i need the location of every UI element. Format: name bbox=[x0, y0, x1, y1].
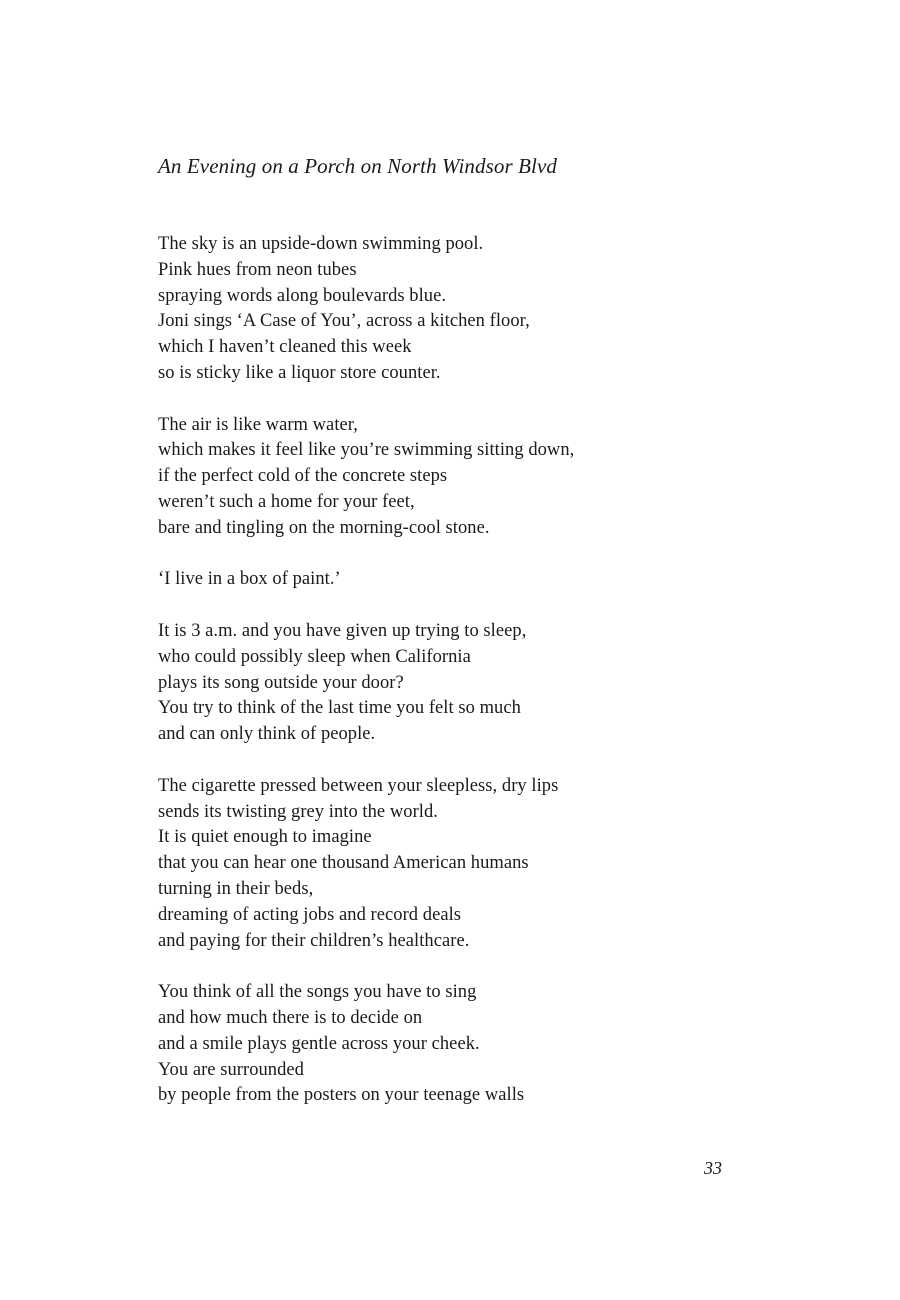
poem-line: weren’t such a home for your feet, bbox=[158, 491, 415, 512]
poem-line: and a smile plays gentle across your cheek. bbox=[158, 1033, 480, 1054]
poem-title: An Evening on a Porch on North Windsor Blvd bbox=[158, 154, 557, 178]
poem-line: so is sticky like a liquor store counter. bbox=[158, 362, 441, 383]
poem-line: You think of all the songs you have to sing bbox=[158, 982, 477, 1003]
poem-line: and paying for their children’s healthcare. bbox=[158, 930, 470, 951]
poem-line: plays its song outside your door? bbox=[158, 672, 404, 693]
poem-body bbox=[158, 232, 778, 1135]
poem-line: Joni sings ‘A Case of You’, across a kitchen floor, bbox=[158, 311, 530, 332]
poem-line: dreaming of acting jobs and record deals bbox=[158, 904, 462, 925]
stanza bbox=[158, 774, 778, 955]
poem-line: It is 3 a.m. and you have given up trying to sleep, bbox=[158, 620, 527, 641]
poem-line: The cigarette pressed between your sleepless, dry lips bbox=[158, 775, 559, 796]
poem-line: which makes it feel like you’re swimming sitting down, bbox=[158, 440, 575, 461]
stanza bbox=[158, 413, 778, 542]
poem-line: The air is like warm water, bbox=[158, 414, 358, 435]
poem-line: spraying words along boulevards blue. bbox=[158, 285, 447, 306]
poem-line: You try to think of the last time you felt so much bbox=[158, 698, 521, 719]
stanza bbox=[158, 232, 778, 387]
poem-line: which I haven’t cleaned this week bbox=[158, 337, 412, 358]
poem-line: Pink hues from neon tubes bbox=[158, 259, 357, 280]
poem-line: turning in their beds, bbox=[158, 878, 314, 899]
poem-line: You are surrounded bbox=[158, 1059, 304, 1080]
page-number: 33 bbox=[704, 1158, 722, 1178]
poem-line: if the perfect cold of the concrete steps bbox=[158, 466, 448, 487]
poem-line: by people from the posters on your teenage walls bbox=[158, 1085, 525, 1106]
poem-line: and can only think of people. bbox=[158, 724, 376, 745]
stanza bbox=[158, 567, 778, 593]
stanza bbox=[158, 980, 778, 1109]
poem-line: who could possibly sleep when California bbox=[158, 646, 471, 667]
stanza bbox=[158, 619, 778, 748]
poem-line: It is quiet enough to imagine bbox=[158, 827, 372, 848]
poem-line: The sky is an upside-down swimming pool. bbox=[158, 234, 484, 254]
poem-line: and how much there is to decide on bbox=[158, 1007, 423, 1028]
poem-line: bare and tingling on the morning-cool stone. bbox=[158, 517, 490, 538]
poem-line: sends its twisting grey into the world. bbox=[158, 801, 438, 822]
poem-line: ‘I live in a box of paint.’ bbox=[158, 569, 341, 590]
poem-line: that you can hear one thousand American humans bbox=[158, 853, 529, 874]
